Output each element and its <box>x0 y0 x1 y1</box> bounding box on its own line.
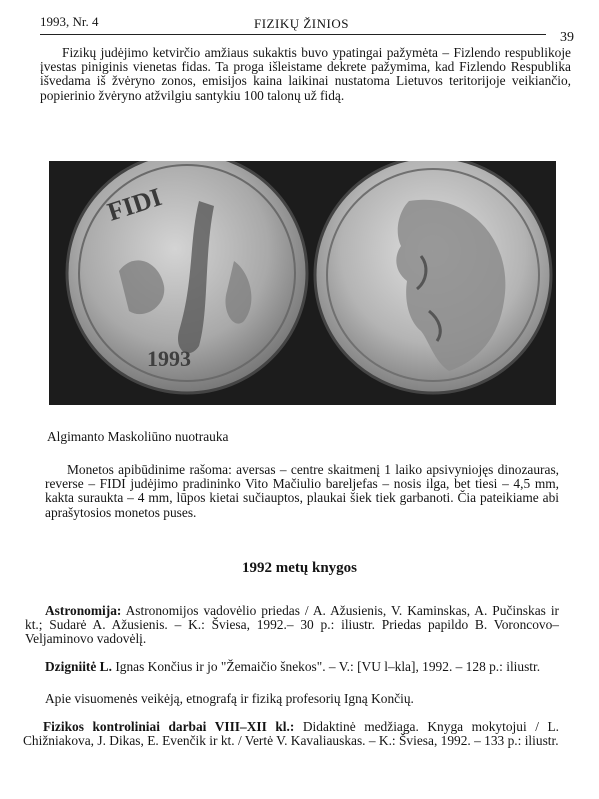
coin-obverse <box>67 161 307 393</box>
photo-caption: Algimanto Maskoliūno nuotrauka <box>47 429 229 444</box>
intro-paragraph: Fizikų judėjimo ketvirčio amžiaus sukaktis buvo ypatingai pažymėta – Fizlendo respublikoje įvestas piniginis vienetas fidas. Ta proga išleistame dekrete pažymima, kad Fizlendo Respublika išvedama iš žvėryno zonos, emisijos kaina laikinai nustatoma Lietuvos teritorijoje veikiančio, popierinio žvėryno atžvilgiu santykiu 100 talonų už fidą. <box>40 45 571 103</box>
obverse-inscription: FIDI <box>103 182 166 227</box>
book-entry <box>23 720 559 748</box>
book-entry-label: Fizikos kontroliniai darbai VIII–XII kl.: <box>43 719 295 734</box>
journal-title: FIZIKŲ ŽINIOS <box>254 16 349 31</box>
section-title: 1992 metų knygos <box>241 560 357 576</box>
coin-description: Monetos apibūdinime rašoma: aversas – centre skaitmenį 1 laiko apsivyniojęs dinozauras, reverse – FIDI judėjimo pradininko Vito Mačiulio bareljefas – nosis ilga, bet tiesi – 4,5 mm, kakta suraukta – 4 mm, lūpos kietai sučiauptos, plaukai šiek tiek garbanoti. Čia pateikiame abi aprašytosios monetos puses. <box>45 462 559 520</box>
coin-photograph <box>49 161 556 405</box>
book-entry-label: Astronomija: <box>45 603 122 618</box>
book-entry <box>25 660 559 674</box>
book-entry-label: Dzigniitė L. <box>45 659 112 674</box>
book-entry <box>25 604 559 647</box>
book-entry-text: Didaktinė medžiaga. Knyga mokytojui / L. Chižniakova, J. Dikas, E. Evenčik ir kt. / Vertė V. Kavaliauskas. – K.: Šviesa, 1992. – 133 p.: iliustr. <box>23 719 559 749</box>
coin-reverse <box>315 161 551 393</box>
page-number: 39 <box>560 30 574 45</box>
book-entry-text: Ignas Končius ir jo "Žemaičio šnekos". – V.: [VU l–kla], 1992. – 128 p.: iliustr. <box>115 659 541 674</box>
running-header <box>40 8 574 45</box>
obverse-year: 1993 <box>147 346 191 371</box>
issue-label: 1993, Nr. 4 <box>40 14 99 29</box>
book-entry-text: Astronomijos vadovėlio priedas / A. Ažusienis, V. Kaminskas, A. Pučinskas ir kt.; Sudarė A. Ažusienis. – K.: Šviesa, 1992.– 30 p.: iliustr. Priedas papildo B. Voroncovo–Veljaminovo vadovėlį. <box>25 603 560 647</box>
book-entry-note <box>25 692 559 706</box>
coin-photo-graphic <box>49 161 556 405</box>
book-entry-text: Apie visuomenės veikėją, etnografą ir fiziką profesorių Igną Končių. <box>45 691 414 706</box>
header-rule <box>40 34 546 35</box>
